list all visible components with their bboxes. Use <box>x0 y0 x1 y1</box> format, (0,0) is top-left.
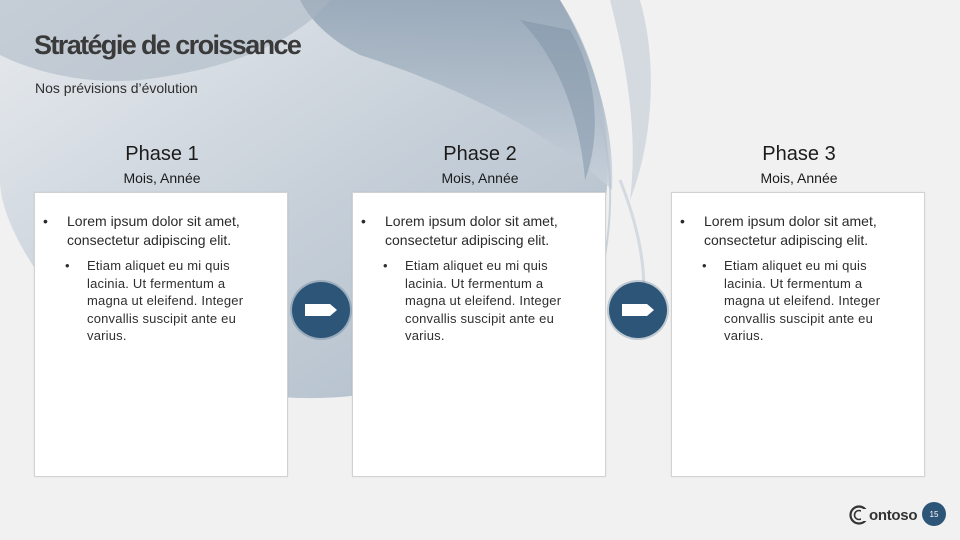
logo-text: ontoso <box>869 506 918 524</box>
phase-1-header <box>34 140 290 188</box>
phase-title: Phase 2 <box>443 143 517 165</box>
phase-3-header <box>671 140 927 188</box>
sub-bullet-text: Etiam aliquet eu mi quis lacinia. Ut fermentum a magna ut eleifend. Integer convallis suscipit ante eu varius. <box>87 258 244 343</box>
bullet-marker: • <box>65 258 70 273</box>
phase-3-card <box>671 192 925 477</box>
arrow-right-icon <box>609 282 667 338</box>
bullet-marker: • <box>43 213 48 229</box>
arrow-right-icon <box>292 282 350 338</box>
page-number: 15 <box>922 502 946 526</box>
phase-2-card <box>352 192 606 477</box>
contoso-logo <box>848 502 917 528</box>
bullet-text: Lorem ipsum dolor sit amet, consectetur adipiscing elit. <box>67 213 240 248</box>
phase-1-card <box>34 192 288 477</box>
phase-date: Mois, Année <box>123 170 201 186</box>
arrow-right-icon <box>304 301 338 319</box>
sub-bullet-text: Etiam aliquet eu mi quis lacinia. Ut fermentum a magna ut eleifend. Integer convallis suscipit ante eu varius. <box>405 258 562 343</box>
bullet-text: Lorem ipsum dolor sit amet, consectetur adipiscing elit. <box>704 213 877 248</box>
sub-bullet-item <box>65 257 265 345</box>
bullet-marker: • <box>702 258 707 273</box>
phase-2-header <box>352 140 608 188</box>
sub-bullet-item <box>702 257 902 345</box>
contoso-logo-icon <box>848 504 868 526</box>
bullet-item <box>361 212 601 250</box>
arrow-right-icon <box>621 301 655 319</box>
phase-date: Mois, Année <box>760 170 838 186</box>
sub-bullet-text: Etiam aliquet eu mi quis lacinia. Ut fermentum a magna ut eleifend. Integer convallis suscipit ante eu varius. <box>724 258 881 343</box>
phase-title: Phase 3 <box>762 143 836 165</box>
sub-bullet-item <box>383 257 583 345</box>
slide-title: Stratégie de croissance <box>34 30 301 60</box>
bullet-marker: • <box>680 213 685 229</box>
bullet-marker: • <box>383 258 388 273</box>
phase-title: Phase 1 <box>125 143 199 165</box>
bullet-item <box>43 212 283 250</box>
bullet-marker: • <box>361 213 366 229</box>
bullet-item <box>680 212 920 250</box>
phase-date: Mois, Année <box>441 170 519 186</box>
bullet-text: Lorem ipsum dolor sit amet, consectetur adipiscing elit. <box>385 213 558 248</box>
slide-subtitle: Nos prévisions d’évolution <box>35 80 198 96</box>
